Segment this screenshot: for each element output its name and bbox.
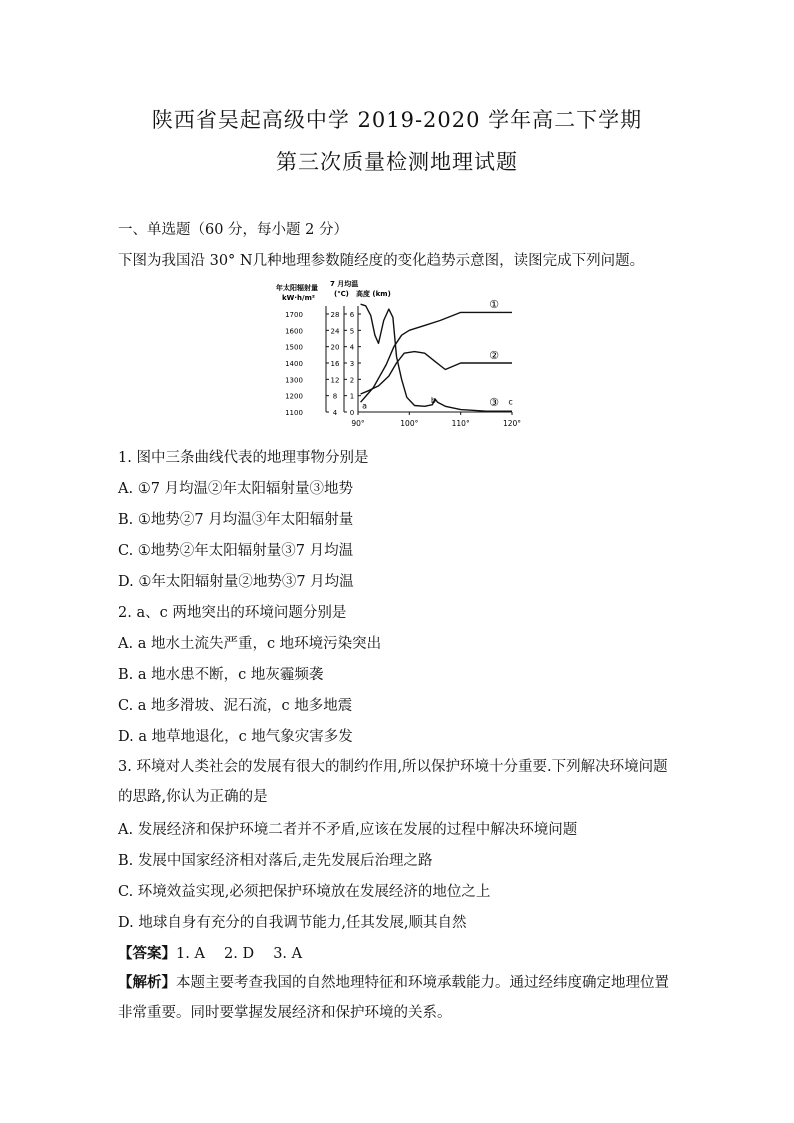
left-tick-label: 1300 [285, 376, 303, 385]
x-tick-label: 100° [400, 419, 419, 428]
answer-label: 【答案】 [118, 945, 176, 962]
right-tick-label: 4 [349, 343, 355, 352]
question-1-option-c: C. ①地势②年太阳辐射量③7 月均温 [118, 543, 354, 559]
question-2-option-d: D. a 地草地退化，c 地气象灾害多发 [118, 729, 353, 745]
section-heading: 一、单选题（60 分，每小题 2 分） [118, 222, 349, 238]
question-1-option-a: A. ①7 月均温②年太阳辐射量③地势 [118, 481, 354, 497]
x-tick-label: 110° [451, 419, 470, 428]
point-label-c: c [508, 397, 513, 407]
right-axis-title: 高度 (km) [356, 290, 391, 298]
paper-title-line1: 陕西省吴起高级中学 2019-2020 学年高二下学期 [151, 108, 643, 132]
answer-text: 1. A 2. D 3. A [176, 946, 303, 962]
x-tick-label: 120° [502, 419, 522, 428]
right-tick-label: 1 [349, 392, 355, 401]
x-tick-label: 90° [351, 419, 365, 428]
question-2-stem: 2. a、c 两地突出的环境问题分别是 [118, 605, 347, 621]
analysis-text: 本题主要考查我国的自然地理特征和环境承载能力。通过经纬度确定地理位置非常重要。同时要掌握发展经济和保护环境的关系。 [118, 975, 669, 1021]
mid-tick-label: 24 [330, 327, 340, 336]
curve-label-2: ② [489, 348, 499, 362]
left-tick-label: 1200 [285, 392, 303, 401]
right-tick-label: 6 [349, 311, 355, 319]
mid-tick-label: 8 [332, 392, 338, 401]
question-3-option-c: C. 环境效益实现,必须把保护环境放在发展经济的地位之上 [118, 884, 491, 900]
right-tick-label: 2 [349, 376, 355, 385]
question-2-option-a: A. a 地水土流失严重，c 地环境污染突出 [118, 636, 382, 652]
question-3-option-d: D. 地球自身有充分的自我调节能力,任其发展,顺其自然 [118, 915, 467, 931]
paper-title-line2: 第三次质量检测地理试题 [276, 150, 518, 174]
mid-axis-title-line2: (℃) [334, 290, 349, 298]
question-1-option-d: D. ①年太阳辐射量②地势③7 月均温 [118, 574, 354, 590]
left-axis-title-line1: 年太阳辐射量 [276, 284, 318, 292]
left-axis-title-line2: kW·h/m² [282, 294, 315, 302]
question-1-option-b: B. ①地势②7 月均温③年太阳辐射量 [118, 512, 354, 528]
question-3-option-b: B. 发展中国家经济相对落后,走先发展后治理之路 [118, 853, 433, 869]
question-2-option-c: C. a 地多滑坡、泥石流，c 地多地震 [118, 698, 353, 714]
intro-text: 下图为我国沿 30° N几种地理参数随经度的变化趋势示意图，读图完成下列问题。 [118, 253, 645, 269]
mid-tick-label: 4 [332, 409, 338, 417]
right-tick-label: 0 [349, 409, 355, 417]
left-tick-label: 1700 [285, 311, 303, 319]
left-tick-label: 1600 [285, 327, 303, 336]
left-tick-label: 1100 [285, 409, 303, 417]
mid-tick-label: 28 [330, 311, 340, 319]
question-3-option-a: A. 发展经济和保护环境二者并不矛盾,应该在发展的过程中解决环境问题 [118, 822, 578, 838]
question-2-option-b: B. a 地水患不断，c 地灰霾频袭 [118, 667, 324, 683]
mid-tick-label: 20 [330, 343, 340, 352]
mid-tick-label: 12 [330, 376, 340, 385]
answer-row [118, 942, 302, 963]
curve-label-3: ③ [489, 396, 499, 410]
question-1-stem: 1. 图中三条曲线代表的地理事物分别是 [118, 450, 369, 466]
left-tick-label: 1500 [285, 343, 303, 352]
point-label-a: a [362, 401, 368, 411]
left-tick-label: 1400 [285, 360, 303, 368]
analysis-label: 【解析】 [118, 974, 176, 991]
right-tick-label: 3 [349, 360, 355, 368]
point-label-b: b [430, 396, 436, 406]
mid-axis-title-line1: 7 月均温 [330, 280, 359, 288]
geo-parameter-chart [268, 278, 528, 430]
right-tick-label: 5 [349, 327, 355, 336]
analysis-paragraph [118, 968, 678, 1028]
question-3-stem: 3. 环境对人类社会的发展有很大的制约作用,所以保护环境十分重要.下列解决环境问题的思路,你认为正确的是 [118, 759, 668, 805]
curve-label-1: ① [489, 298, 499, 312]
mid-tick-label: 16 [330, 360, 340, 368]
